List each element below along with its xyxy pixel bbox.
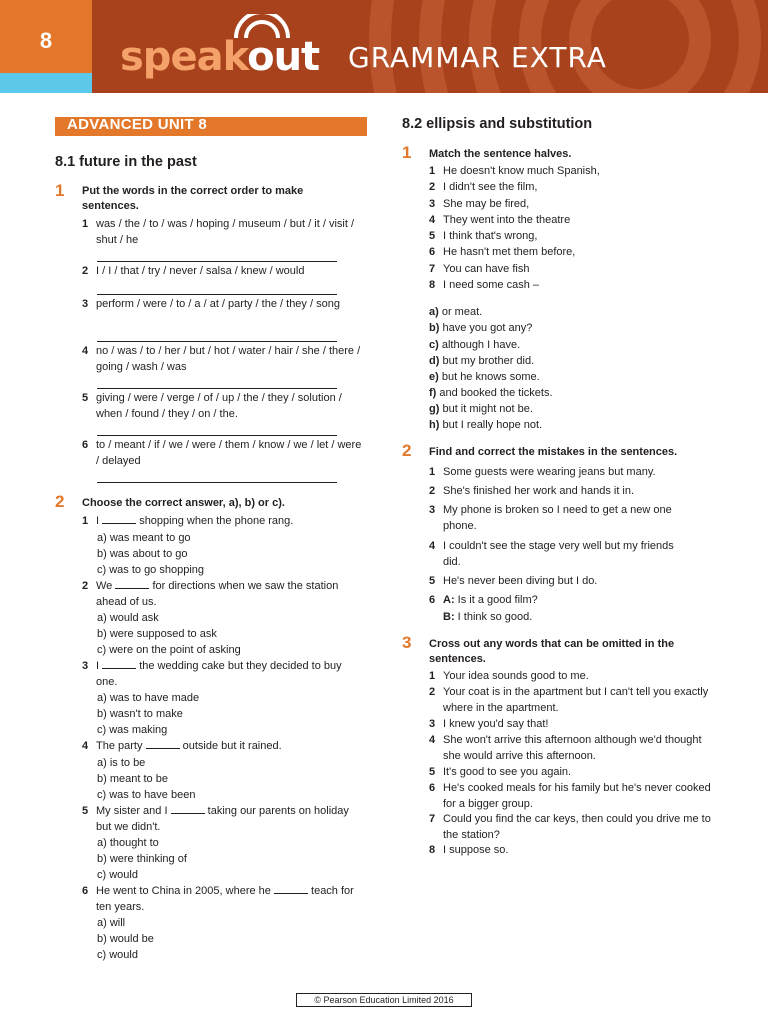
- list-item: 3 I knew you'd say that!: [429, 718, 549, 730]
- answer-blank[interactable]: [115, 579, 149, 589]
- list-item: 4 They went into the theatre: [429, 214, 571, 226]
- question-item: 1 I shopping when the phone rang.: [82, 515, 294, 527]
- answer-option[interactable]: c) would: [97, 949, 138, 961]
- answer-option[interactable]: b) was about to go: [97, 548, 188, 560]
- list-item: 6 He's cooked meals for his family but he's never cooked for a bigger group.: [429, 782, 711, 810]
- list-item: 3 perform / were / to / a / at / party / the / they / song: [82, 298, 340, 310]
- question-item: 4 The party outside but it rained.: [82, 740, 282, 752]
- answer-option[interactable]: a) thought to: [97, 837, 159, 849]
- exercise-number: 1: [55, 181, 65, 200]
- answer-blank[interactable]: [102, 514, 136, 524]
- logo-out: out: [247, 34, 320, 80]
- list-item: 5 It's good to see you again.: [429, 766, 572, 778]
- question-item: 3 I the wedding cake but they decided to buy one.: [82, 660, 342, 688]
- match-option[interactable]: a) or meat.: [429, 306, 483, 318]
- page-title: GRAMMAR EXTRA: [348, 41, 607, 74]
- list-item: 1 He doesn't know much Spanish,: [429, 165, 600, 177]
- question-item: 2 We for directions when we saw the station ahead of us.: [82, 580, 339, 608]
- list-item: 2 Your coat is in the apartment but I can't tell you exactly where in the apartment.: [429, 686, 709, 714]
- exercise-instruction: Put the words in the correct order to make sentences.: [82, 185, 304, 212]
- list-item: 5 giving / were / verge / of / up / the / they / solution / when / found / they / on / the.: [82, 392, 342, 420]
- answer-option[interactable]: c) was making: [97, 724, 168, 736]
- dialogue-item: 6 A: Is it a good film?: [429, 594, 538, 606]
- exercise-instruction: Find and correct the mistakes in the sentences.: [429, 446, 678, 458]
- answer-option[interactable]: b) were thinking of: [97, 853, 187, 865]
- write-line[interactable]: [97, 261, 337, 262]
- list-item: 8 I suppose so.: [429, 844, 509, 856]
- section-title-8-1: 8.1 future in the past: [55, 154, 197, 170]
- answer-option[interactable]: c) was to have been: [97, 789, 196, 801]
- list-item: 1 was / the / to / was / hoping / museum / but / it / visit / shut / he: [82, 218, 354, 246]
- write-line[interactable]: [97, 341, 337, 342]
- answer-blank[interactable]: [274, 884, 308, 894]
- question-item: 5 My sister and I taking our parents on holiday but we didn't.: [82, 805, 349, 833]
- answer-option[interactable]: c) was to go shopping: [97, 564, 205, 576]
- exercise-instruction: Choose the correct answer, a), b) or c).: [82, 497, 285, 509]
- speakout-logo: [120, 34, 319, 80]
- section-title-8-2: 8.2 ellipsis and substitution: [402, 116, 593, 132]
- answer-option[interactable]: a) will: [97, 917, 126, 929]
- list-item: 6 He hasn't met them before,: [429, 246, 576, 258]
- match-option[interactable]: b) have you got any?: [429, 322, 533, 334]
- exercise-instruction: Match the sentence halves.: [429, 148, 572, 160]
- copyright-footer: © Pearson Education Limited 2016: [296, 993, 472, 1007]
- list-item: 2 I didn't see the film,: [429, 181, 538, 193]
- list-item: 2 She's finished her work and hands it in.: [429, 485, 635, 497]
- list-item: 1 Some guests were wearing jeans but many.: [429, 466, 656, 478]
- answer-blank[interactable]: [146, 739, 180, 749]
- list-item: 7 You can have fish: [429, 263, 530, 275]
- match-option[interactable]: d) but my brother did.: [429, 355, 535, 367]
- list-item: 6 to / meant / if / we / were / them / know / we / let / were / delayed: [82, 439, 362, 467]
- match-option[interactable]: g) but it might not be.: [429, 403, 533, 415]
- answer-blank[interactable]: [102, 659, 136, 669]
- write-line[interactable]: [97, 294, 337, 295]
- answer-option[interactable]: a) would ask: [97, 612, 159, 624]
- list-item: 3 She may be fired,: [429, 198, 530, 210]
- match-option[interactable]: c) although I have.: [429, 339, 521, 351]
- list-item: 4 She won't arrive this afternoon although we'd thought she would arrive this afternoon.: [429, 734, 702, 762]
- logo-speak: speak: [120, 34, 248, 80]
- unit-banner: [55, 117, 367, 136]
- list-item: 2 I / I / that / try / never / salsa / knew / would: [82, 265, 305, 277]
- list-item: 4 I couldn't see the stage very well but my friends did.: [429, 540, 674, 568]
- question-item: 6 He went to China in 2005, where he teach for ten years.: [82, 885, 354, 913]
- write-line[interactable]: [97, 388, 337, 389]
- dialogue-line: B: I think so good.: [443, 611, 533, 623]
- page-header: [0, 0, 768, 93]
- match-option[interactable]: f) and booked the tickets.: [429, 387, 553, 399]
- exercise-number: 2: [55, 492, 65, 511]
- answer-option[interactable]: a) was to have made: [97, 692, 200, 704]
- answer-option[interactable]: b) meant to be: [97, 773, 168, 785]
- match-option[interactable]: e) but he knows some.: [429, 371, 540, 383]
- write-line[interactable]: [97, 482, 337, 483]
- answer-option[interactable]: a) was meant to go: [97, 532, 191, 544]
- list-item: 3 My phone is broken so I need to get a new one phone.: [429, 504, 672, 532]
- match-option[interactable]: h) but I really hope not.: [429, 419, 543, 431]
- answer-option[interactable]: a) is to be: [97, 757, 146, 769]
- answer-option[interactable]: b) wasn't to make: [97, 708, 183, 720]
- exercise-number: 1: [402, 143, 412, 162]
- list-item: 7 Could you find the car keys, then could you drive me to the station?: [429, 813, 711, 841]
- list-item: 8 I need some cash –: [429, 279, 540, 291]
- answer-option[interactable]: c) would: [97, 869, 138, 881]
- exercise-number: 3: [402, 633, 412, 652]
- list-item: 5 I think that's wrong,: [429, 230, 538, 242]
- answer-option[interactable]: b) were supposed to ask: [97, 628, 217, 640]
- list-item: 5 He's never been diving but I do.: [429, 575, 598, 587]
- answer-blank[interactable]: [171, 804, 205, 814]
- answer-option[interactable]: c) were on the point of asking: [97, 644, 241, 656]
- unit-tab-stripe: [0, 73, 92, 93]
- list-item: 1 Your idea sounds good to me.: [429, 670, 589, 682]
- exercise-number: 2: [402, 441, 412, 460]
- list-item: 4 no / was / to / her / but / hot / water / hair / she / there / going / wash / was: [82, 345, 361, 373]
- exercise-instruction: Cross out any words that can be omitted in the sentences.: [429, 638, 675, 665]
- write-line[interactable]: [97, 435, 337, 436]
- unit-number: 8: [39, 28, 53, 53]
- unit-banner-text: ADVANCED UNIT 8: [67, 116, 208, 133]
- answer-option[interactable]: b) would be: [97, 933, 154, 945]
